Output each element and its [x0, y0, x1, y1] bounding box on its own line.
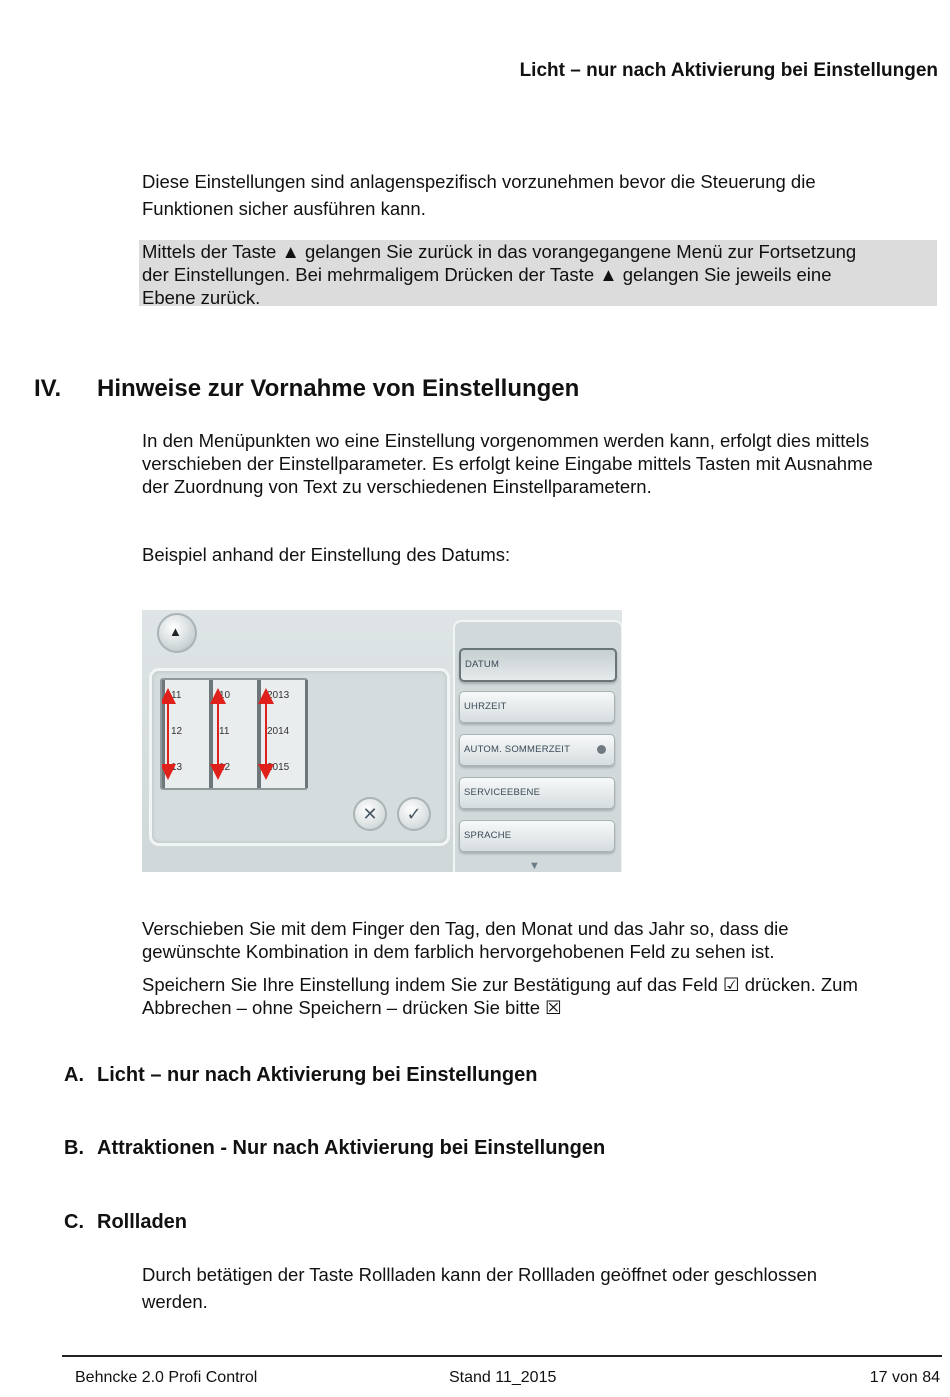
triangle-up-icon: ▲ [169, 624, 182, 639]
section-body-line: der Zuordnung von Text zu verschiedenen Einstellparametern. [142, 476, 652, 497]
check-icon: ✓ [406, 804, 422, 824]
month-value: 12 [219, 762, 231, 773]
rollladen-line: Durch betätigen der Taste Rollladen kann der Rollladen geöffnet oder geschlossen [142, 1264, 818, 1285]
subsection-letter: B. [64, 1137, 84, 1159]
intro-paragraph [142, 168, 937, 222]
note-line: Mittels der Taste ▲ gelangen Sie zurück in das vorangegangene Menü zur Fortsetzung [142, 241, 857, 262]
scroll-down-icon[interactable]: ▼ [529, 860, 540, 872]
day-value: 13 [171, 762, 183, 773]
close-icon: ✕ [362, 804, 378, 824]
menu-item-sprache[interactable]: SPRACHE [459, 820, 615, 852]
header-title: Licht – nur nach Aktivierung bei Einstellungen [519, 60, 938, 81]
settings-menu [453, 620, 622, 872]
intro-line: Diese Einstellungen sind anlagenspezifisch vorzunehmen bevor die Steuerung die [142, 171, 816, 192]
subsection-letter: A. [64, 1064, 84, 1086]
section-number: IV. [34, 375, 62, 402]
menu-item-label: AUTOM. SOMMERZEIT [464, 744, 571, 755]
confirm-button[interactable] [397, 797, 431, 831]
intro-line: Funktionen sicher ausführen kann. [142, 198, 426, 219]
example-caption: Beispiel anhand der Einstellung des Datums: [142, 544, 511, 565]
month-value: 11 [219, 726, 230, 737]
subsection-letter: C. [64, 1211, 84, 1233]
rollladen-paragraph [142, 1261, 937, 1315]
day-value: 11 [171, 690, 182, 701]
instructions-line: Speichern Sie Ihre Einstellung indem Sie zur Bestätigung auf das Feld ☑ drücken. Zum [142, 974, 858, 995]
rollladen-line: werden. [142, 1291, 208, 1312]
instructions-line: Verschieben Sie mit dem Finger den Tag, den Monat und das Jahr so, dass die [142, 918, 789, 939]
month-value: 10 [219, 690, 231, 701]
year-value: 2015 [267, 762, 290, 773]
note-line: der Einstellungen. Bei mehrmaligem Drücken der Taste ▲ gelangen Sie jeweils eine [142, 264, 832, 285]
device-screenshot [142, 610, 622, 872]
section-body-line: In den Menüpunkten wo eine Einstellung vorgenommen werden kann, erfolgt dies mittels [142, 430, 870, 451]
section-title: Hinweise zur Vornahme von Einstellungen [97, 375, 580, 402]
day-value: 12 [171, 726, 183, 737]
year-value: 2013 [267, 690, 290, 701]
save-cancel-paragraph [142, 973, 937, 1019]
instructions-paragraph [142, 917, 937, 963]
footer-page-number: 17 von 84 [869, 1369, 940, 1386]
instructions-line: gewünschte Kombination in dem farblich hervorgehobenen Feld zu sehen ist. [142, 941, 775, 962]
year-value: 2014 [267, 726, 290, 737]
cancel-button[interactable] [353, 797, 387, 831]
status-dot-icon [597, 745, 606, 754]
subsection-title: Attraktionen - Nur nach Aktivierung bei Einstellungen [97, 1137, 606, 1159]
note-box [139, 240, 937, 306]
date-picker [160, 678, 308, 790]
menu-item-datum[interactable]: DATUM [459, 648, 617, 682]
instructions-line: Abbrechen – ohne Speichern – drücken Sie bitte ☒ [142, 997, 562, 1018]
subsection-title: Licht – nur nach Aktivierung bei Einstellungen [97, 1064, 538, 1086]
note-line: Ebene zurück. [142, 287, 261, 308]
back-button[interactable] [157, 613, 197, 653]
footer-version: Stand 11_2015 [449, 1369, 557, 1386]
section-body [142, 429, 937, 498]
section-body-line: verschieben der Einstellparameter. Es erfolgt keine Eingabe mittels Tasten mit Ausnahme [142, 453, 873, 474]
footer-product: Behncke 2.0 Profi Control [75, 1369, 258, 1386]
menu-item-serviceebene[interactable]: SERVICEEBENE [459, 777, 615, 809]
menu-item-uhrzeit[interactable]: UHRZEIT [459, 691, 615, 723]
menu-item-sommerzeit[interactable] [459, 734, 615, 766]
footer-divider [62, 1355, 942, 1357]
scroll-arrows [162, 680, 306, 788]
subsection-title: Rollladen [97, 1211, 188, 1233]
